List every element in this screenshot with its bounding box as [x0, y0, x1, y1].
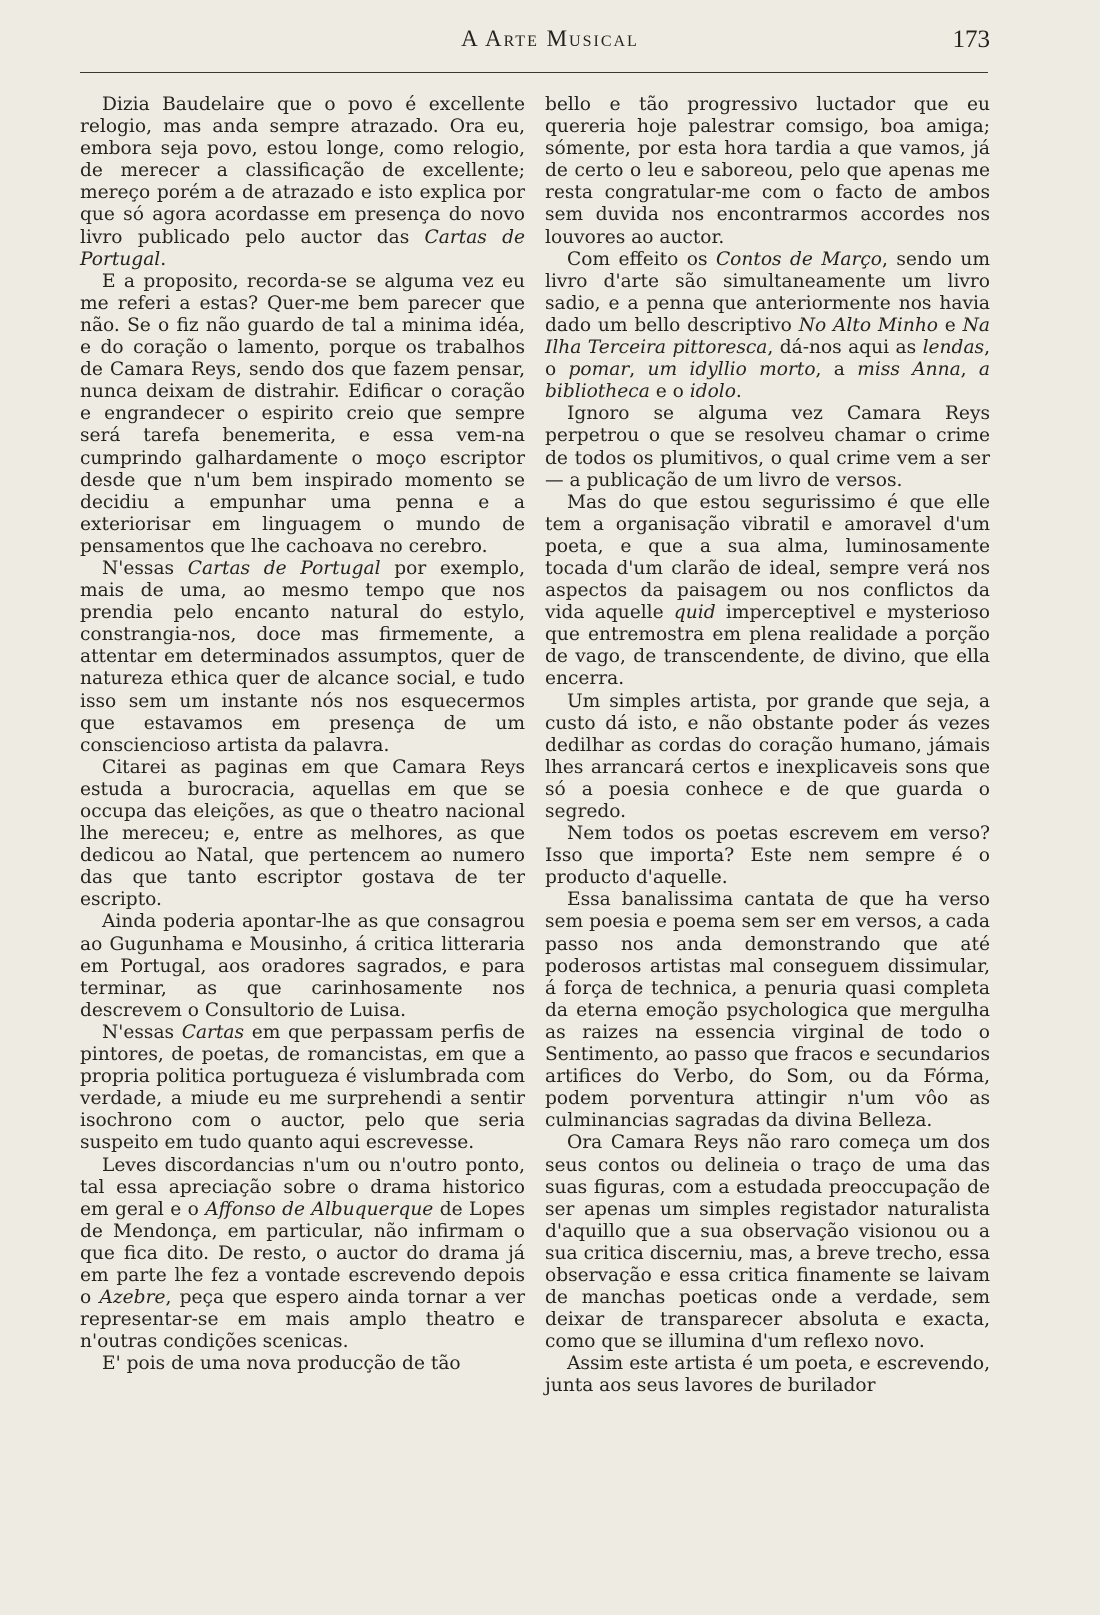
paragraph: Citarei as paginas em que Camara Reys estuda a burocracia, aquellas em que se occupa das eleições, as que o theatro nacional lhe mereceu; e, entre as melhores, as que dedicou ao Natal, que pertencem ao numero das que tanto escriptor gostava de ter escripto.	[80, 756, 525, 911]
paragraph: E a proposito, recorda-se se alguma vez eu me referi a estas? Quer-me bem parecer que não. Se o fiz não guardo de tal a minima idéa, e do coração o lamento, porque os trabalhos de Camara Reys, sendo dos que fazem pensar, nunca deixam de distrahir. Edificar o coração e engrandecer o espirito creio que sempre será tarefa benemerita, e essa vem-na cumprindo galhardamente o moço escriptor desde que n'um bem inspirado momento se decidiu a empunhar uma penna e a exteriorisar em linguagem o mundo de pensamentos que lhe cachoava no cerebro.	[80, 270, 525, 557]
paragraph: Dizia Baudelaire que o povo é excellente relogio, mas anda sempre atrazado. Ora eu, embora seja povo, estou longe, como relogio, de merecer a classificação de excellente; mereço porém a de atrazado e isto explica por que só agora acordasse em presença do novo livro publicado pelo auctor das Cartas de Portugal.	[80, 94, 525, 270]
running-title: A Arte Musical	[461, 26, 639, 51]
paragraph: Leves discordancias n'um ou n'outro ponto, tal essa apreciação sobre o drama historico em geral e o Affonso de Albuquerque de Lopes de Mendonça, em particular, não infirmam o que fica dito. De resto, o auctor do drama já em parte lhe fez a vontade escrevendo depois o Azebre, peça que espero ainda tornar a ver representar-se em mais amplo theatro e n'outras condições scenicas.	[80, 1154, 526, 1353]
paragraph: Assim este artista é um poeta, e escrevendo, junta aos seus lavores de burilador	[545, 1353, 990, 1397]
right-column	[545, 94, 990, 1398]
header-rule	[80, 72, 988, 73]
paragraph: bello e tão progressivo luctador que eu quereria hoje palestrar comsigo, boa amiga; sómente, por esta hora tardia a que vamos, já de certo o leu e saboreou, pelo que apenas me resta congratular-me com o facto de ambos sem duvida nos encontrarmos accordes nos louvores ao auctor.	[545, 94, 990, 248]
paragraph: Um simples artista, por grande que seja, a custo dá isto, e não obstante poder ás vezes dedilhar as cordas do coração humano, jámais lhes arrancará certos e inexplicaveis sons que só a poesia conhece e de que guarda o segredo.	[545, 690, 990, 822]
paragraph: Com effeito os Contos de Março, sendo um livro d'arte são simultaneamente um livro sadio, e a penna que anteriormente nos havia dado um bello descriptivo No Alto Minho e Na Ilha Terceira pittoresca, dá-nos aqui as lendas, o pomar, um idyllio morto, a miss Anna, a bibliotheca e o idolo.	[545, 248, 991, 403]
page-number: 173	[952, 26, 990, 53]
paragraph: E' pois de uma nova producção de tão	[102, 1353, 461, 1375]
paragraph: Ignoro se alguma vez Camara Reys perpetrou o que se resolveu chamar o crime de todos os plumitivos, o qual crime vem a ser — a publicação de um livro de versos.	[545, 403, 990, 491]
paragraph: Ora Camara Reys não raro começa um dos seus contos ou delineia o traço de uma das suas figuras, com a estudada preoccupação de ser apenas um simples registador naturalista d'aquillo que a sua observação visionou ou a sua critica discerniu, mas, a breve trecho, essa observação e essa critica finamente se laivam de manchas poeticas onde a verdade, sem deixar de transparecer absoluta e exacta, como que se illumina d'um reflexo novo.	[545, 1132, 990, 1353]
paragraph: N'essas Cartas em que perpassam perfis de pintores, de poetas, de romancistas, em que a propria politica portugueza é vislumbrada com verdade, a miude eu me surprehendi a sentir isochrono com o auctor, pelo que seria suspeito em tudo quanto aqui escrevesse.	[80, 1021, 526, 1154]
paragraph: N'essas Cartas de Portugal por exemplo, mais de uma, ao mesmo tempo que nos prendia pelo encanto natural do estylo, constrangia-nos, doce mas firmemente, a attentar em determinados assumptos, quer de natureza ethica quer de alcance social, e tudo isso sem um instante nós nos esquecermos que estavamos em presença de um consciencioso artista da palavra.	[80, 557, 526, 756]
paragraph: Mas do que estou segurissimo é que elle tem a organisação vibratil e amoravel d'um poeta, e que a sua alma, luminosamente tocada d'um clarão de ideal, sempre verá nos aspectos da paisagem ou nos conflictos da vida aquelle quid imperceptivel e mysterioso que entremostra em plena realidade a porção de vago, de transcendente, de divino, que ella encerra.	[545, 491, 990, 690]
paragraph: Nem todos os poetas escrevem em verso? Isso que importa? Este nem sempre é o producto d'aquelle.	[545, 823, 990, 889]
left-column	[80, 94, 525, 1375]
paragraph: Ainda poderia apontar-lhe as que consagrou ao Gugunhama e Mousinho, á critica litteraria em Portugal, aos oradores sagrados, e para terminar, as que carinhosamente nos descrevem o Consultorio de Luisa.	[80, 911, 525, 1021]
paragraph: Essa banalissima cantata de que ha verso sem poesia e poema sem ser em versos, a cada passo nos anda demonstrando que até poderosos artistas mal conseguem dissimular, á força de technica, a penuria quasi completa da eterna emoção psychologica que mergulha as raizes na essencia virginal de todo o Sentimento, ao passo que fracos e secundarios artifices do Verbo, do Som, ou da Fórma, podem porventura attingir n'um vôo as culminancias sagradas da divina Belleza.	[545, 889, 990, 1132]
